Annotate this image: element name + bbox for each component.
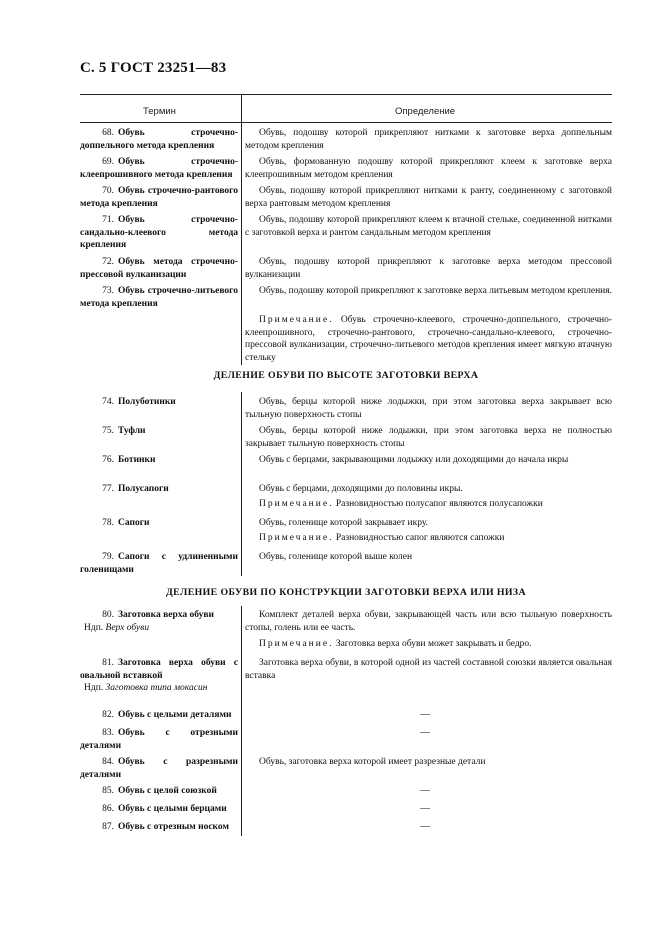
note-methods: Примечание. Обувь строчечно-клеевого, строчечно-доппельного, строчечно-клеепрошивного, строчечно-рантового, строчечно-сандально-клеевого, строчечно-прессовой вулканизации, строчечно-литьевого методов крепления имеет мягкую втачную стельку	[245, 315, 612, 363]
term-84: 84. Обувь с разрезными деталями	[80, 757, 238, 780]
page-header: С. 5 ГОСТ 23251—83	[80, 60, 227, 76]
term-75: 75. Туфли	[102, 426, 146, 436]
term-87: 87. Обувь с отрезным носком	[102, 822, 229, 832]
definition-84: Обувь, заготовка верха которой имеет разрезные детали	[259, 757, 486, 767]
term-70: 70. Обувь строчечно-рантового метода крепления	[80, 186, 238, 209]
definition-86: —	[420, 803, 430, 814]
note-80: Примечание. Заготовка верха обуви может закрывать и бедро.	[259, 639, 532, 649]
column-divider	[241, 606, 242, 836]
section-heading-height: ДЕЛЕНИЕ ОБУВИ ПО ВЫСОТЕ ЗАГОТОВКИ ВЕРХА	[213, 370, 479, 381]
column-divider	[241, 392, 242, 576]
term-77: 77. Полусапоги	[102, 484, 169, 494]
term-76: 76. Ботинки	[102, 455, 156, 465]
definition-70: Обувь, подошву которой прикрепляют нитками к ранту, соединенному с заготовкой верха рантовым методом крепления	[245, 186, 612, 209]
section-heading-construction: ДЕЛЕНИЕ ОБУВИ ПО КОНСТРУКЦИИ ЗАГОТОВКИ ВЕРХА ИЛИ НИЗА	[166, 587, 526, 598]
column-divider	[241, 94, 242, 365]
definition-82: —	[420, 709, 430, 720]
definition-78: Обувь, голенище которой закрывает икру.	[259, 518, 428, 528]
definition-74: Обувь, берцы которой ниже лодыжки, при этом заготовка верха закрывает всю тыльную поверхность стопы	[245, 397, 612, 420]
definition-83: —	[420, 727, 430, 738]
term-69: 69. Обувь строчечно-клеепрошивного метода крепления	[80, 157, 238, 180]
definition-79: Обувь, голенище которой выше колен	[259, 552, 413, 562]
definition-81: Заготовка верха обуви, в которой одной из частей составной союзки является овальная вставка	[245, 658, 612, 681]
definition-69: Обувь, формованную подошву которой прикрепляют клеем к заготовке верха клеепрошивным методом крепления	[245, 157, 612, 180]
definition-72: Обувь, подошву которой прикрепляют к заготовке верха методом прессовой вулканизации	[245, 257, 612, 280]
definition-71: Обувь, подошву которой прикрепляют клеем к втачной стельке, соединенной нитками с заготовкой верха и рантом сандальным методом крепления	[245, 215, 612, 238]
term-80: 80. Заготовка верха обуви Ндп. Верх обуви	[84, 610, 214, 633]
term-73: 73. Обувь строчечно-литьевого метода крепления	[80, 286, 238, 309]
definition-80: Комплект деталей верха обуви, закрывающей часть или всю тыльную поверхность стопы, голень или ее часть.	[245, 610, 612, 633]
table-top-rule	[80, 94, 612, 95]
note-77: Примечание. Разновидностью полусапог являются полусапожки	[259, 499, 543, 509]
definition-85: —	[420, 785, 430, 796]
term-82: 82. Обувь с целыми деталями	[102, 710, 232, 720]
column-header-term: Термин	[143, 106, 176, 117]
term-79: 79. Сапоги с удлиненными голенищами	[80, 552, 238, 575]
term-83: 83. Обувь с отрезными деталями	[80, 728, 238, 751]
term-74: 74. Полуботинки	[102, 397, 176, 407]
definition-77: Обувь с берцами, доходящими до половины икры.	[259, 484, 463, 494]
definition-76: Обувь с берцами, закрывающими лодыжку или доходящими до начала икры	[259, 455, 569, 465]
definition-73: Обувь, подошву которой прикрепляют к заготовке верха литьевым методом крепления.	[259, 286, 613, 296]
table-header-rule	[80, 122, 612, 123]
term-71: 71. Обувь строчечно-сандально-клеевого метода крепления	[80, 215, 238, 250]
term-81: 81. Заготовка верха обуви с овальной вставкой Ндп. Заготовка типа мокасин	[80, 658, 238, 693]
term-72: 72. Обувь метода строчечно-прессовой вулканизации	[80, 257, 238, 280]
term-78: 78. Сапоги	[102, 518, 150, 528]
term-85: 85. Обувь с целой союзкой	[102, 786, 217, 796]
definition-75: Обувь, берцы которой ниже лодыжки, при этом заготовка верха не полностью закрывает тыльную поверхность стопы	[245, 426, 612, 449]
definition-87: —	[420, 821, 430, 832]
term-68: 68. Обувь строчечно-доппельного метода крепления	[80, 128, 238, 151]
definition-68: Обувь, подошву которой прикрепляют нитками к заготовке верха доппельным методом крепления	[245, 128, 612, 151]
term-86: 86. Обувь с целыми берцами	[102, 804, 227, 814]
column-header-definition: Определение	[395, 106, 456, 117]
note-78: Примечание. Разновидностью сапог являются сапожки	[259, 533, 505, 543]
